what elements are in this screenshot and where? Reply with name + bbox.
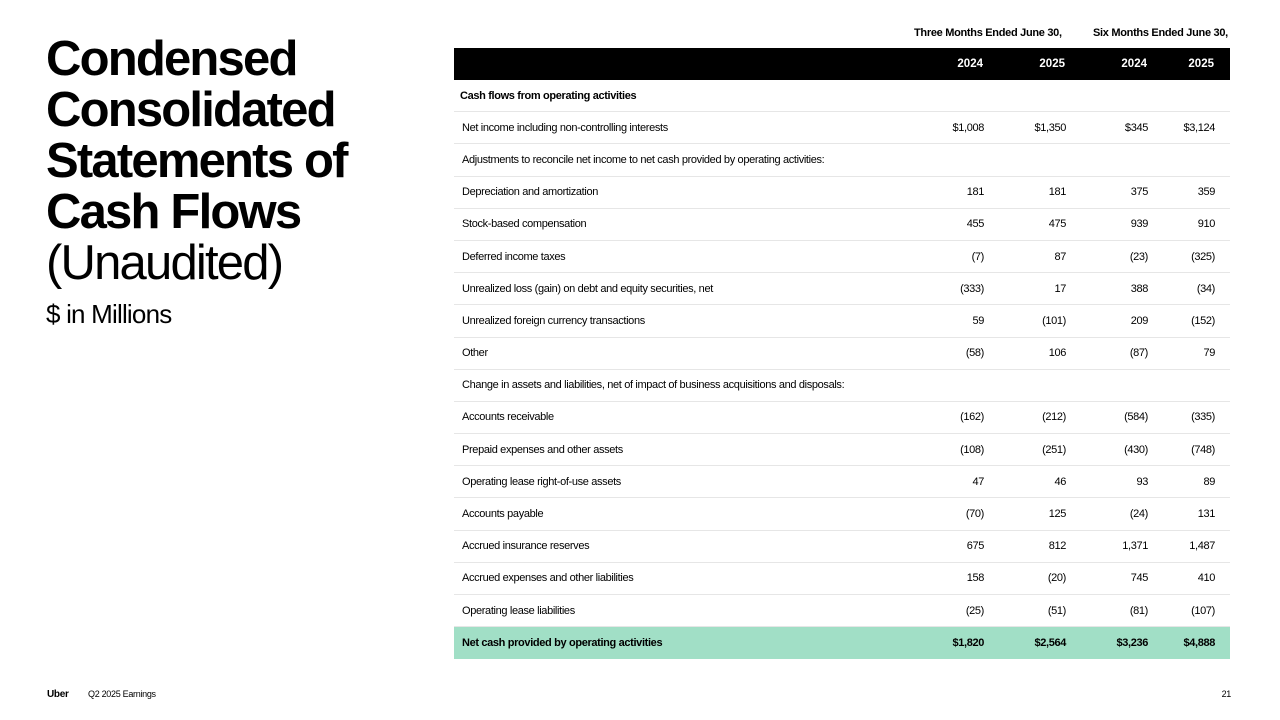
- row-label: Prepaid expenses and other assets: [462, 443, 623, 456]
- cell-6m-2024: 1,371: [1122, 540, 1148, 553]
- row-label: Accounts receivable: [462, 411, 554, 424]
- cell-6m-2024: (81): [1129, 604, 1148, 617]
- cell-3m-2025: 475: [1048, 218, 1066, 231]
- cell-3m-2024: (108): [960, 443, 984, 456]
- cell-6m-2025: (325): [1191, 250, 1215, 263]
- cell-3m-2025: $2,564: [1034, 637, 1066, 650]
- table-row-section-header: [454, 80, 1230, 112]
- cell-3m-2024: $1,820: [952, 637, 984, 650]
- page-number: 21: [1221, 689, 1231, 699]
- cell-3m-2024: 675: [966, 540, 984, 553]
- cell-6m-2024: 745: [1130, 572, 1148, 585]
- table-row: [454, 241, 1230, 273]
- cell-3m-2024: $1,008: [952, 121, 984, 134]
- row-label: Accrued expenses and other liabilities: [462, 572, 634, 585]
- cell-3m-2025: 17: [1054, 282, 1066, 295]
- table-row: [454, 402, 1230, 434]
- cell-6m-2024: (23): [1129, 250, 1148, 263]
- cell-3m-2024: (25): [965, 604, 984, 617]
- cell-6m-2024: 209: [1130, 314, 1148, 327]
- row-label: Stock-based compensation: [462, 218, 587, 231]
- cell-3m-2025: $1,350: [1034, 121, 1066, 134]
- row-label: Operating lease liabilities: [462, 604, 575, 617]
- cell-6m-2024: (87): [1129, 347, 1148, 360]
- title-line-1: Condensed: [46, 32, 297, 86]
- title-line-3: Statements of: [46, 134, 347, 188]
- cell-3m-2024: (7): [971, 250, 984, 263]
- table-row: [454, 273, 1230, 305]
- cell-3m-2025: (51): [1047, 604, 1066, 617]
- slide-title: [46, 34, 426, 289]
- cell-3m-2024: 158: [966, 572, 984, 585]
- title-line-4: Cash Flows: [46, 185, 301, 239]
- cell-3m-2024: (333): [960, 282, 984, 295]
- cell-6m-2024: 375: [1130, 186, 1148, 199]
- cell-3m-2024: 59: [972, 314, 984, 327]
- table-row: [454, 434, 1230, 466]
- cell-3m-2024: (58): [965, 347, 984, 360]
- title-line-2: Consolidated: [46, 83, 335, 137]
- row-label: Change in assets and liabilities, net of impact of business acquisitions and disposals:: [462, 379, 845, 392]
- row-label: Unrealized loss (gain) on debt and equity securities, net: [462, 282, 713, 295]
- cell-3m-2024: 455: [966, 218, 984, 231]
- cell-3m-2024: 47: [972, 475, 984, 488]
- brand-wordmark: Uber: [47, 689, 69, 700]
- col-header-6m-2024: 2024: [1121, 58, 1147, 70]
- col-header-3m-2025: 2025: [1039, 58, 1065, 70]
- table-row: [454, 209, 1230, 241]
- row-label: Depreciation and amortization: [462, 186, 598, 199]
- cell-3m-2025: (101): [1042, 314, 1066, 327]
- cell-6m-2024: 388: [1130, 282, 1148, 295]
- row-label: Cash flows from operating activities: [460, 89, 637, 102]
- table-row: [454, 466, 1230, 498]
- period-three-months: Three Months Ended June 30,: [914, 27, 1062, 39]
- cell-3m-2025: 181: [1048, 186, 1066, 199]
- table-row: [454, 112, 1230, 144]
- row-label: Operating lease right-of-use assets: [462, 475, 621, 488]
- cell-6m-2024: 93: [1136, 475, 1148, 488]
- table-row: [454, 177, 1230, 209]
- table-row: [454, 563, 1230, 595]
- table-row: [454, 338, 1230, 370]
- col-header-6m-2025: 2025: [1188, 58, 1214, 70]
- table-row: [454, 531, 1230, 563]
- cell-3m-2025: 46: [1054, 475, 1066, 488]
- units-subtitle: $ in Millions: [46, 299, 172, 329]
- cell-3m-2025: (251): [1042, 443, 1066, 456]
- row-label: Adjustments to reconcile net income to net cash provided by operating activities:: [462, 153, 825, 166]
- table-row-total: [454, 627, 1230, 659]
- cell-6m-2025: 131: [1197, 508, 1215, 521]
- cell-6m-2025: 79: [1203, 347, 1215, 360]
- row-label: Unrealized foreign currency transactions: [462, 314, 645, 327]
- cell-3m-2024: (162): [960, 411, 984, 424]
- cell-6m-2025: (34): [1196, 282, 1215, 295]
- cell-3m-2025: 87: [1054, 250, 1066, 263]
- table-row: [454, 595, 1230, 627]
- cell-6m-2024: (24): [1129, 508, 1148, 521]
- event-label: Q2 2025 Earnings: [88, 689, 156, 699]
- cell-3m-2025: (20): [1047, 572, 1066, 585]
- cell-6m-2025: (152): [1191, 314, 1215, 327]
- col-header-3m-2024: 2024: [957, 58, 983, 70]
- cell-6m-2025: 1,487: [1189, 540, 1215, 553]
- period-header-row: [454, 20, 1230, 48]
- row-label: Other: [462, 347, 488, 360]
- title-line-5: (Unaudited): [46, 236, 283, 290]
- period-six-months: Six Months Ended June 30,: [1093, 27, 1228, 39]
- cell-3m-2025: 106: [1048, 347, 1066, 360]
- cell-6m-2025: 910: [1197, 218, 1215, 231]
- year-header-bar: [454, 48, 1230, 80]
- cell-6m-2025: 410: [1197, 572, 1215, 585]
- table-row-subheading: [454, 370, 1230, 402]
- cell-6m-2025: 359: [1197, 186, 1215, 199]
- row-label: Net cash provided by operating activities: [462, 637, 663, 650]
- cell-6m-2025: (107): [1191, 604, 1215, 617]
- cell-6m-2024: (584): [1124, 411, 1148, 424]
- cash-flow-table: [454, 20, 1230, 659]
- table-row-subheading: [454, 144, 1230, 176]
- cell-6m-2025: $4,888: [1183, 637, 1215, 650]
- cell-3m-2025: 812: [1048, 540, 1066, 553]
- row-label: Deferred income taxes: [462, 250, 566, 263]
- row-label: Net income including non-controlling interests: [462, 121, 668, 134]
- cell-6m-2024: $3,236: [1116, 637, 1148, 650]
- cell-6m-2024: $345: [1124, 121, 1148, 134]
- cell-3m-2025: 125: [1048, 508, 1066, 521]
- cell-6m-2025: $3,124: [1183, 121, 1215, 134]
- row-label: Accounts payable: [462, 508, 544, 521]
- cell-6m-2025: (748): [1191, 443, 1215, 456]
- cell-3m-2025: (212): [1042, 411, 1066, 424]
- cell-3m-2024: (70): [965, 508, 984, 521]
- cell-6m-2024: 939: [1130, 218, 1148, 231]
- table-row: [454, 498, 1230, 530]
- cell-6m-2024: (430): [1124, 443, 1148, 456]
- cell-3m-2024: 181: [966, 186, 984, 199]
- row-label: Accrued insurance reserves: [462, 540, 590, 553]
- cell-6m-2025: 89: [1203, 475, 1215, 488]
- cell-6m-2025: (335): [1191, 411, 1215, 424]
- table-row: [454, 305, 1230, 337]
